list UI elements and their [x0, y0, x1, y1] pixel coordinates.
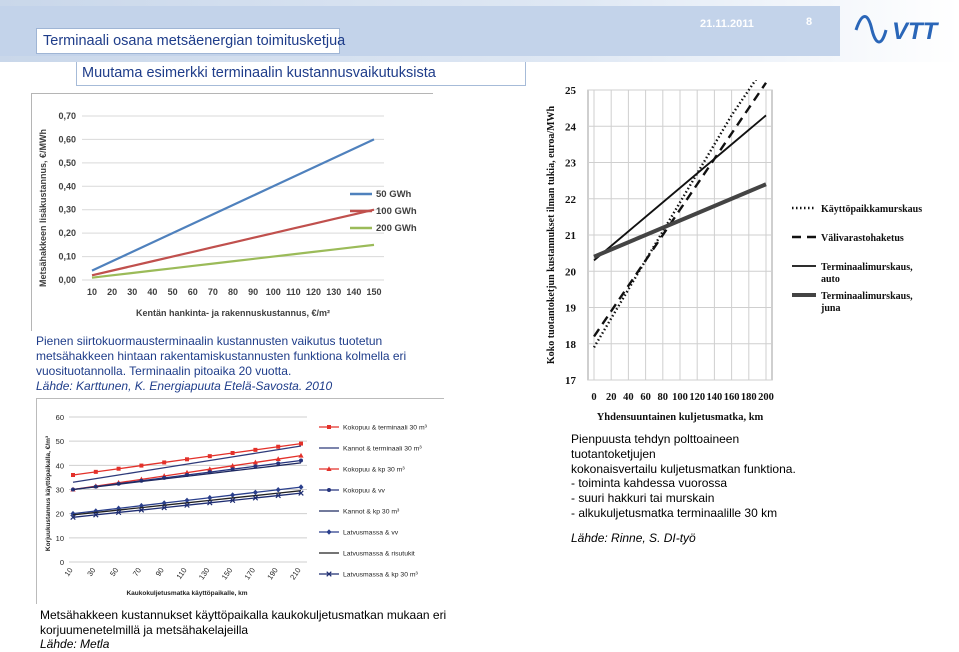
legend-label: Kokopuu & vv [343, 487, 385, 495]
x-tick-label: 180 [740, 392, 757, 403]
legend-label: Kannot & terminaali 30 m³ [343, 445, 422, 453]
x-tick-label: 110 [286, 287, 301, 297]
legend-label: Terminaalimurskaus, [821, 262, 913, 273]
y-axis-label: Metsähakkeen lisäkustannus, €/MWh [38, 128, 48, 288]
caption-chain-cost [571, 432, 871, 546]
legend-label: 50 GWh [376, 189, 412, 200]
x-tick-label: 10 [62, 565, 75, 578]
y-tick-label: 50 [55, 437, 64, 447]
y-axis-label: Koko tuotantoketjun kustannukset ilman tukia, euroa/MWh [546, 105, 557, 365]
x-tick-label: 80 [657, 392, 669, 403]
chart-chain-cost [540, 80, 955, 425]
x-tick-label: 40 [623, 392, 634, 403]
series-marker [299, 459, 303, 463]
x-tick-label: 90 [248, 287, 259, 297]
subtitle-box [76, 62, 526, 86]
x-tick-label: 130 [326, 287, 342, 297]
y-tick-label: 0,60 [58, 134, 76, 145]
caption-line: tuotantoketjujen [571, 446, 656, 461]
y-tick-label: 0,00 [58, 275, 76, 285]
series-marker [117, 467, 121, 471]
x-tick-label: 10 [86, 287, 98, 297]
series-marker [327, 425, 331, 429]
slide-date: 21.11.2011 [700, 18, 754, 30]
caption-line: vuosituotannolla. Terminaalin pitoaika 20 vuotta. [36, 364, 292, 378]
y-tick-label: 20 [55, 509, 64, 519]
page-number: 8 [806, 16, 813, 28]
caption-line: kokonaisvertailu kuljetusmatkan funktiona. [571, 461, 796, 476]
legend-label: Kannot & kp 30 m³ [343, 508, 400, 516]
vtt-logo [852, 8, 946, 48]
caption-line: Metsähakkeen kustannukset käyttöpaikalla kaukokuljetusmatkan mukaan eri [40, 608, 447, 622]
y-tick-label: 18 [565, 338, 576, 351]
series-marker [139, 464, 143, 468]
caption-line: - toiminta kahdessa vuorossa [571, 476, 728, 491]
y-tick-label: 0,50 [58, 157, 76, 168]
x-tick-label: 190 [265, 565, 280, 582]
x-tick-label: 80 [227, 287, 239, 297]
caption-source: Lähde: Rinne, S. DI-työ [571, 530, 696, 545]
x-tick-label: 150 [219, 565, 235, 582]
y-tick-label: 0,30 [58, 204, 76, 215]
y-tick-label: 22 [565, 193, 576, 206]
x-tick-label: 20 [605, 392, 617, 403]
caption-source: Lähde: Metla [40, 637, 110, 651]
x-tick-label: 30 [85, 565, 98, 578]
caption-line: Pienpuusta tehdyn polttoaineen [571, 432, 740, 446]
caption-line: - alkukuljetusmatka terminaalille 30 km [571, 505, 778, 520]
series-marker [71, 473, 75, 477]
legend-label: Latvusmassa & kp 30 m³ [343, 571, 418, 579]
y-tick-label: 19 [565, 302, 576, 315]
x-tick-label: 110 [174, 565, 189, 581]
y-tick-label: 0 [59, 558, 64, 567]
series-marker [276, 445, 280, 449]
legend-label: auto [821, 274, 840, 285]
x-tick-label: 40 [147, 287, 158, 297]
x-tick-label: 60 [187, 287, 198, 297]
y-tick-label: 17 [565, 375, 576, 387]
caption-terminal-cost [36, 334, 456, 394]
x-axis-label: Kaukokuljetusmatka käyttöpaikalle, km [126, 590, 248, 597]
title-box [36, 28, 346, 54]
legend-label: 100 GWh [376, 206, 417, 217]
x-axis-label: Kentän hankinta- ja rakennuskustannus, €/m² [135, 308, 331, 318]
slide-subtitle: Muutama esimerkki terminaalin kustannusvaikutuksista [82, 65, 436, 81]
slide-title: Terminaali osana metsäenergian toimitusketjua [43, 33, 346, 49]
caption-line: korjuumenetelmillä ja metsähakelajeilla [40, 622, 249, 637]
series-marker [94, 470, 98, 474]
legend-label: Kokopuu & kp 30 m³ [343, 466, 405, 474]
chart-harvest-cost [36, 398, 444, 604]
series-marker [253, 448, 257, 452]
x-tick-label: 100 [672, 392, 688, 403]
x-tick-label: 170 [242, 565, 258, 582]
x-tick-label: 0 [591, 392, 597, 403]
y-tick-label: 23 [565, 157, 576, 170]
legend-label: Kokopuu & terminaali 30 m³ [343, 424, 427, 432]
x-tick-label: 140 [706, 392, 723, 403]
x-tick-label: 20 [107, 287, 118, 297]
svg-text:VTT: VTT [892, 18, 938, 45]
chart-harvest-cost-svg [37, 399, 445, 605]
chart-terminal-cost [31, 93, 433, 331]
series-marker [231, 451, 235, 455]
caption-source: Lähde: Karttunen, K. Energiapuuta Etelä-Savosta. 2010 [36, 379, 333, 393]
y-tick-label: 0,70 [58, 111, 76, 121]
caption-harvest-cost [40, 608, 510, 652]
x-tick-label: 30 [127, 287, 138, 297]
y-tick-label: 25 [565, 85, 576, 97]
caption-line: - suuri hakkuri tai murskain [571, 491, 715, 506]
y-tick-label: 30 [55, 485, 64, 495]
chart-chain-cost-svg [540, 80, 955, 425]
y-tick-label: 21 [565, 230, 576, 242]
x-tick-label: 70 [207, 287, 218, 297]
caption-line: Pienen siirtokuormausterminaalin kustannusten vaikutus tuotetun [36, 334, 383, 348]
legend-label: Latvusmassa & vv [343, 529, 399, 537]
x-tick-label: 100 [265, 287, 281, 297]
x-tick-label: 200 [758, 392, 774, 403]
x-tick-label: 140 [346, 287, 362, 297]
x-axis-label: Yhdensuuntainen kuljetusmatka, km [596, 412, 764, 423]
y-tick-label: 0,10 [58, 251, 76, 262]
caption-line: metsähakkeen hintaan rakentamiskustannusten funktiona kolmella eri [36, 349, 407, 363]
x-tick-label: 160 [723, 392, 740, 403]
legend-label: juna [821, 303, 841, 314]
series-marker [208, 454, 212, 458]
legend-label: Terminaalimurskaus, [821, 291, 913, 302]
x-tick-label: 90 [153, 565, 166, 578]
y-tick-label: 40 [55, 461, 64, 471]
x-tick-label: 50 [108, 565, 121, 578]
x-tick-label: 120 [689, 392, 706, 403]
legend-label: Latvusmassa & risutukit [343, 550, 415, 558]
legend-label: Käyttöpaikkamurskaus [821, 204, 923, 215]
legend-label: Välivarastohaketus [821, 233, 904, 244]
series-marker [299, 442, 303, 446]
chart-terminal-cost-svg [32, 94, 434, 332]
y-tick-label: 24 [565, 121, 576, 134]
y-tick-label: 10 [55, 533, 64, 543]
y-tick-label: 20 [565, 266, 576, 279]
legend-label: 200 GWh [376, 223, 417, 234]
y-tick-label: 0,20 [58, 228, 76, 239]
y-axis-label: Korjuukustannus käyttöpaikalla, €/m³ [45, 435, 52, 552]
x-tick-label: 120 [306, 287, 322, 297]
x-tick-label: 60 [640, 392, 651, 403]
y-tick-label: 0,40 [58, 181, 76, 192]
x-tick-label: 210 [288, 565, 303, 582]
series-marker [162, 460, 166, 464]
x-tick-label: 70 [130, 565, 144, 578]
x-tick-label: 130 [196, 565, 212, 582]
x-tick-label: 50 [167, 287, 178, 297]
series-marker [327, 488, 331, 492]
series-marker [185, 457, 189, 461]
x-tick-label: 150 [366, 287, 382, 297]
slide-header [0, 0, 959, 62]
y-tick-label: 60 [55, 413, 64, 422]
